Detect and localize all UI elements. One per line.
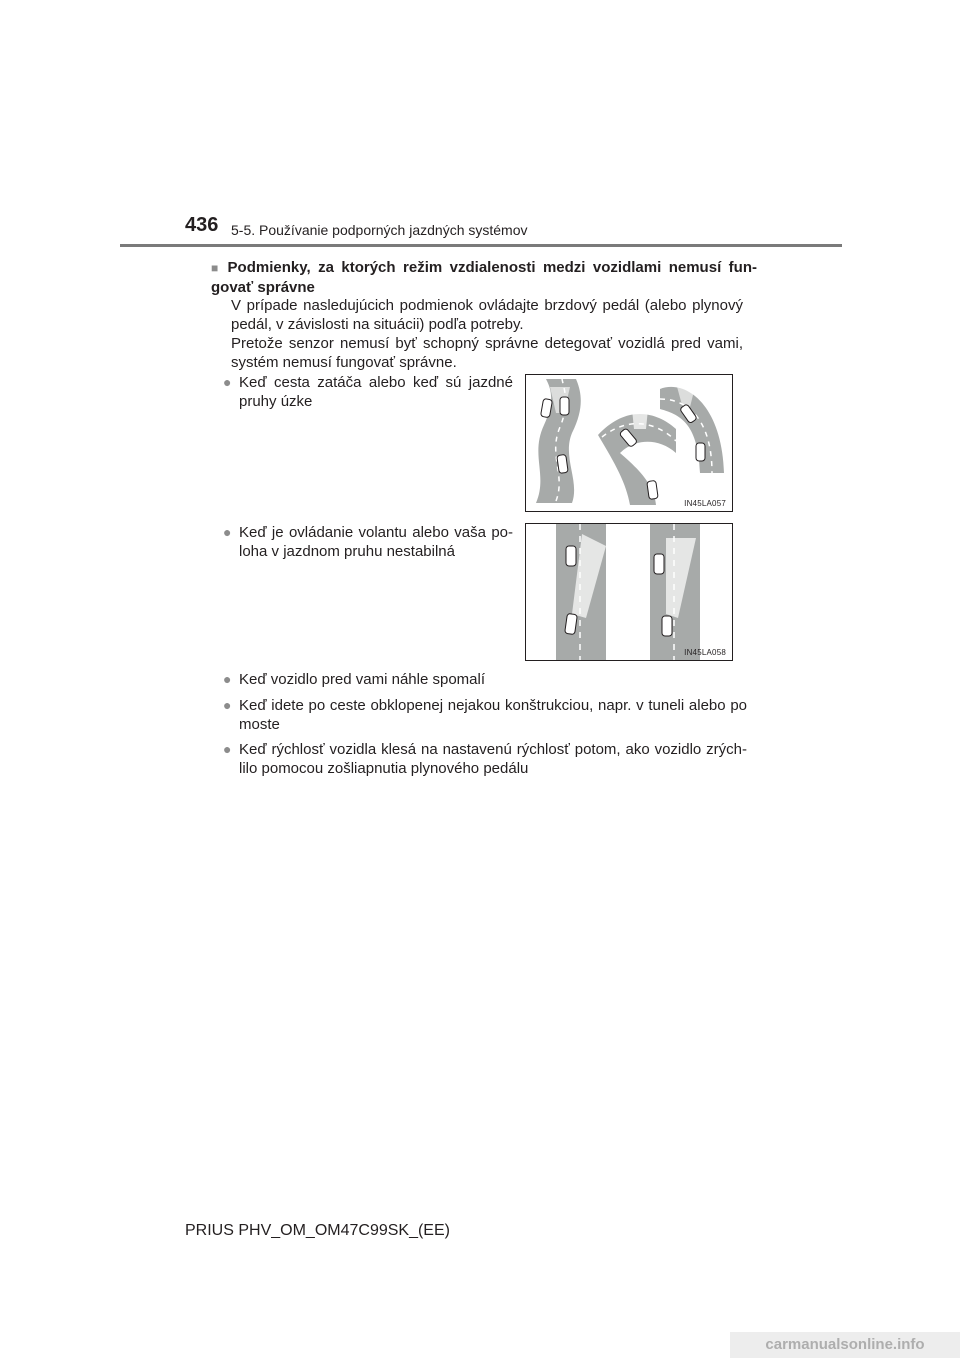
document-id: PRIUS PHV_OM_OM47C99SK_(EE) (185, 1222, 450, 1239)
bullet-item: ● Keď vozidlo pred vami náhle spomalí (223, 671, 486, 688)
bullet-item: ● Keď je ovládanie volantu alebo vaša po-loha v jazdnom pruhu nestabilná (223, 524, 513, 560)
circle-bullet-icon: ● (223, 741, 232, 757)
circle-bullet-icon: ● (223, 524, 232, 540)
curved-road-illustration (526, 375, 732, 511)
intro-paragraph-1: V prípade nasledujúcich podmienok ovládajte brzdový pedál (alebo plynový pedál, v závislosti na situácii) podľa potreby. (231, 297, 743, 333)
figure-curved-road (525, 374, 733, 512)
watermark: carmanualsonline.info (730, 1332, 960, 1358)
section-heading (211, 258, 757, 297)
bullet-item: ● Keď rýchlosť vozidla klesá na nastavenú rýchlosť potom, ako vozidlo zrých-lilo pomocou zošliapnutia plynového pedálu (223, 741, 747, 777)
page-number: 436 (185, 214, 219, 236)
square-bullet-icon: ■ (211, 261, 222, 275)
bullet-item: ● Keď idete po ceste obklopenej nejakou konštrukciou, napr. v tuneli alebo po moste (223, 697, 747, 733)
circle-bullet-icon: ● (223, 671, 232, 687)
heading-text: Podmienky, za ktorých režim vzdialenosti medzi vozidlami nemusí fun-govať správne (211, 259, 757, 296)
circle-bullet-icon: ● (223, 697, 232, 713)
header-divider (120, 244, 842, 247)
figure-code: IN45LA058 (684, 648, 726, 657)
intro-paragraph-2: Pretože senzor nemusí byť schopný správne detegovať vozidlá pred vami, systém nemusí fungovať správne. (231, 335, 743, 371)
bullet-item: ● Keď cesta zatáča alebo keď sú jazdné pruhy úzke (223, 374, 513, 410)
circle-bullet-icon: ● (223, 374, 232, 390)
figure-lane-position (525, 523, 733, 661)
figure-code: IN45LA057 (684, 499, 726, 508)
lane-position-illustration (526, 524, 732, 660)
section-title: 5-5. Používanie podporných jazdných systémov (231, 222, 528, 238)
